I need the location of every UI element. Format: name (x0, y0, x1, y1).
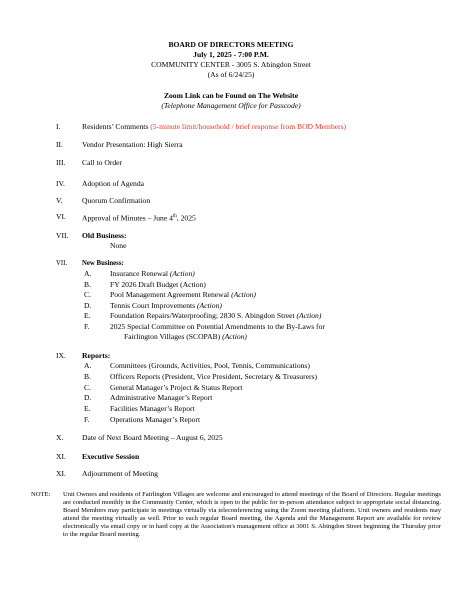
item-text: Reports: (82, 351, 111, 360)
item-text: Pool Management Agreement Renewal (110, 290, 230, 300)
item-letter: C. (84, 290, 91, 300)
item-number: II. (56, 140, 63, 149)
item-text: Adoption of Agenda (82, 179, 145, 188)
item-number: I. (56, 122, 61, 131)
item-text: Quorum Confirmation (82, 196, 151, 205)
item-letter: A. (84, 361, 92, 370)
action-tag: (Action) (169, 269, 195, 278)
item-text: Approval of Minutes – June 4 (82, 213, 173, 223)
item-letter: D. (84, 300, 92, 310)
item-text: Vendor Presentation: High Sierra (82, 140, 183, 149)
item-letter: F. (84, 322, 90, 331)
item-text: 2025 Special Committee on Potential Amendments to the By-Laws for (110, 322, 325, 331)
item-text: Officers Reports (President, Vice President, Secretary & Treasurers) (110, 371, 317, 381)
item-letter: C. (84, 382, 91, 392)
item-letter: E. (84, 311, 91, 321)
item-number: XI. (56, 452, 66, 461)
item-text: Committees (Grounds, Activities, Pool, Tennis, Communications) (110, 361, 310, 370)
item-text: New Business: (82, 260, 124, 267)
item-text: Administrative Manager’s Report (110, 393, 213, 403)
item-text: Date of Next Board Meeting – August 6, 2025 (82, 433, 223, 442)
item-letter: A. (84, 269, 92, 278)
item-text: General Manager’s Project & Status Report (110, 382, 243, 392)
item-letter: E. (84, 404, 91, 414)
old-business-none: None (110, 241, 127, 250)
note-text: Unit Owners and residents of Fairlington Villages are welcome and encouraged to attend meetings of the Board of Directors. Regular meetings are conducted monthly in the Community Center, which is open to the public for in-person attendance subject to appropriate social distancing. Board Members may participate in meetings virtually via teleconferencing using the Zoom meeting platform. Unit owners and residents may attend the meeting virtually as well. Prior to each regular Board meeting, the Agenda and the Management Report are available for review electronically via email copy or in hard copy at the Association's management office at 3001 S. Abingdon Street beginning the Thursday prior to the regular Board meeting. (63, 491, 441, 539)
item-number: X. (56, 433, 64, 442)
item-text: Call to Order (82, 158, 123, 167)
item-text: Operations Manager’s Report (110, 415, 201, 424)
item-text: Foundation Repairs/Waterproofing; 2830 S. Abingdon Street (110, 311, 295, 321)
item-number: VII. (56, 260, 68, 267)
meeting-datetime: July 1, 2025 - 7:00 P.M. (193, 50, 269, 59)
item-text: Adjournment of Meeting (82, 469, 158, 478)
item-text: Tennis Court Improvements (110, 300, 196, 310)
item-text: Executive Session (82, 452, 140, 461)
item-number: V. (56, 196, 63, 205)
item-text-tail: , 2025 (176, 213, 196, 223)
meeting-location: COMMUNITY CENTER - 3005 S. Abingdon Street (151, 60, 311, 69)
item-text: Facilities Manager’s Report (110, 404, 195, 414)
item-number: VI. (56, 212, 66, 221)
item-letter: B. (84, 279, 91, 289)
item-number: IX. (56, 351, 66, 360)
item-number: III. (56, 158, 66, 167)
item-number: VII. (56, 231, 69, 240)
new-business-f-line2: Fairlington Villages (SCOPAB) (Action) (124, 332, 247, 341)
zoom-passcode-note: (Telephone Management Office for Passcode) (161, 101, 301, 110)
agenda-asof: (As of 6/24/25) (207, 70, 255, 79)
note-label: NOTE: (31, 491, 51, 498)
time-limit-note: (5-minute limit/household / brief response from BOD Members) (150, 122, 347, 131)
item-letter: D. (84, 393, 92, 403)
meeting-title: BOARD OF DIRECTORS MEETING (168, 40, 294, 49)
ordinal-suffix: th (172, 214, 177, 219)
item-text: Residents’ Comments (82, 122, 149, 131)
item-letter: F. (84, 415, 90, 424)
zoom-link-notice: Zoom Link can be Found on The Website (163, 91, 299, 100)
item-text: Insurance Renewal (110, 269, 168, 278)
item-number: IV. (56, 179, 65, 188)
item-text: Old Business: (82, 231, 127, 240)
action-tag: (Action) (296, 311, 322, 321)
item-text: FY 2026 Draft Budget (Action) (110, 279, 206, 289)
action-tag: (Action) (231, 290, 256, 300)
action-tag: (Action) (197, 300, 222, 310)
item-letter: B. (84, 371, 91, 381)
item-number: XI. (56, 469, 66, 478)
